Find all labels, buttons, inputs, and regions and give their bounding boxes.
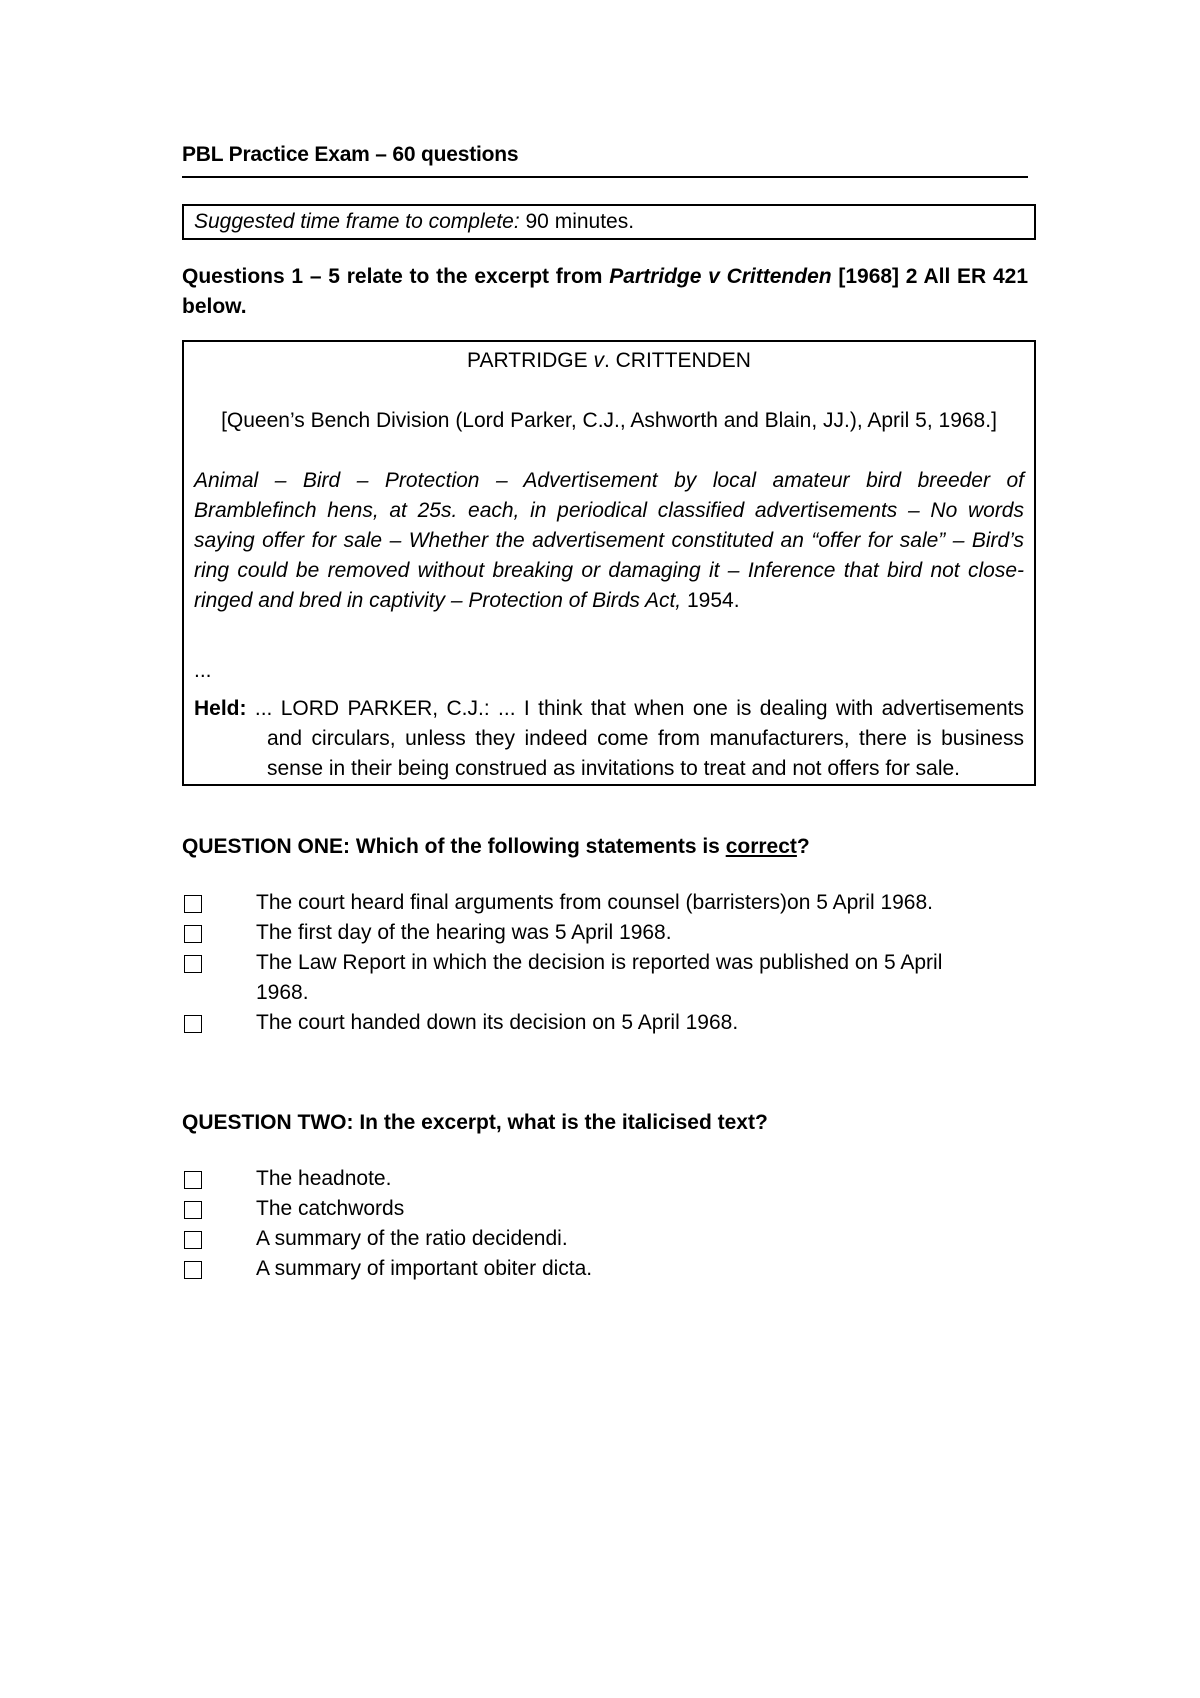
question-one-text-a: Which of the following statements is	[350, 835, 726, 858]
question-two-option	[182, 1194, 1034, 1224]
question-one-option	[182, 948, 1034, 1008]
excerpt-title-v: v	[593, 349, 604, 372]
option-text: The headnote.	[256, 1167, 392, 1190]
question-two-option	[182, 1224, 1034, 1254]
intro-prefix: Questions 1 – 5 relate to the excerpt from	[182, 265, 610, 288]
intro-suffix: [1968] 2 All ER 421 below.	[182, 265, 1028, 318]
intro-case-name: Partridge v Crittenden	[609, 265, 832, 288]
checkbox[interactable]	[184, 1261, 202, 1279]
held-text: ... LORD PARKER, C.J.: ... I think that when one is dealing with advertisements and circulars, unless they indeed come from manufacturers, there is business sense in their being construed as invitations to treat and not offers for sale.	[246, 697, 1024, 780]
checkbox[interactable]	[184, 1015, 202, 1033]
checkbox[interactable]	[184, 1171, 202, 1189]
excerpt-title-b: . CRITTENDEN	[603, 349, 751, 372]
catchwords-year: 1954.	[681, 589, 740, 612]
excerpt-title-a: PARTRIDGE	[467, 349, 594, 372]
option-text: The Law Report in which the decision is reported was published on 5 April 1968.	[256, 951, 943, 1004]
time-frame-box	[182, 204, 1036, 240]
question-one-text-underlined: correct	[725, 835, 797, 858]
case-excerpt-box	[182, 340, 1036, 786]
question-one-option	[182, 918, 1034, 948]
excerpt-held	[194, 694, 1024, 784]
option-text: The court handed down its decision on 5 April 1968.	[256, 1011, 739, 1034]
excerpt-ellipsis: ...	[194, 659, 212, 682]
question-two-text: In the excerpt, what is the italicised text?	[353, 1111, 768, 1134]
page-title: PBL Practice Exam – 60 questions	[182, 140, 1028, 178]
excerpt-title	[194, 346, 1024, 376]
checkbox[interactable]	[184, 1231, 202, 1249]
checkbox[interactable]	[184, 925, 202, 943]
question-two-option	[182, 1254, 1034, 1284]
question-two-heading	[182, 1108, 1034, 1138]
checkbox[interactable]	[184, 955, 202, 973]
option-text: A summary of important obiter dicta.	[256, 1257, 593, 1280]
question-one-option	[182, 888, 1034, 918]
checkbox[interactable]	[184, 1201, 202, 1219]
question-two-option	[182, 1164, 1034, 1194]
catchwords-text: Animal – Bird – Protection – Advertisement by local amateur bird breeder of Bramblefinch hens, at 25s. each, in periodical classified advertisements – No words saying offer for sale – Whether the advertisement constituted an “offer for sale” – Bird’s ring could be removed without breaking or damaging it – Inference that bird not close-ringed and bred in captivity – Protection of Birds Act,	[194, 469, 1024, 612]
option-text: The catchwords	[256, 1197, 405, 1220]
question-one-option	[182, 1008, 1034, 1038]
question-one-label: QUESTION ONE:	[182, 835, 351, 858]
question-one-options	[182, 888, 1034, 1038]
exam-page	[182, 140, 1034, 1284]
question-two-options	[182, 1164, 1034, 1284]
excerpt-catchwords	[194, 466, 1024, 616]
option-text: The court heard final arguments from counsel (barristers)on 5 April 1968.	[256, 891, 933, 914]
time-frame-value: 90 minutes.	[519, 210, 635, 233]
option-text: The first day of the hearing was 5 April 1968.	[256, 921, 672, 944]
held-label: Held:	[194, 697, 247, 720]
question-one-heading	[182, 832, 1034, 862]
option-text: A summary of the ratio decidendi.	[256, 1227, 568, 1250]
question-two-label: QUESTION TWO:	[182, 1111, 354, 1134]
time-frame-label: Suggested time frame to complete:	[194, 210, 520, 233]
questions-intro	[182, 262, 1028, 322]
checkbox[interactable]	[184, 895, 202, 913]
question-one-text-b: ?	[796, 835, 810, 858]
excerpt-court-line: [Queen’s Bench Division (Lord Parker, C.J., Ashworth and Blain, JJ.), April 5, 1968.]	[221, 409, 997, 432]
